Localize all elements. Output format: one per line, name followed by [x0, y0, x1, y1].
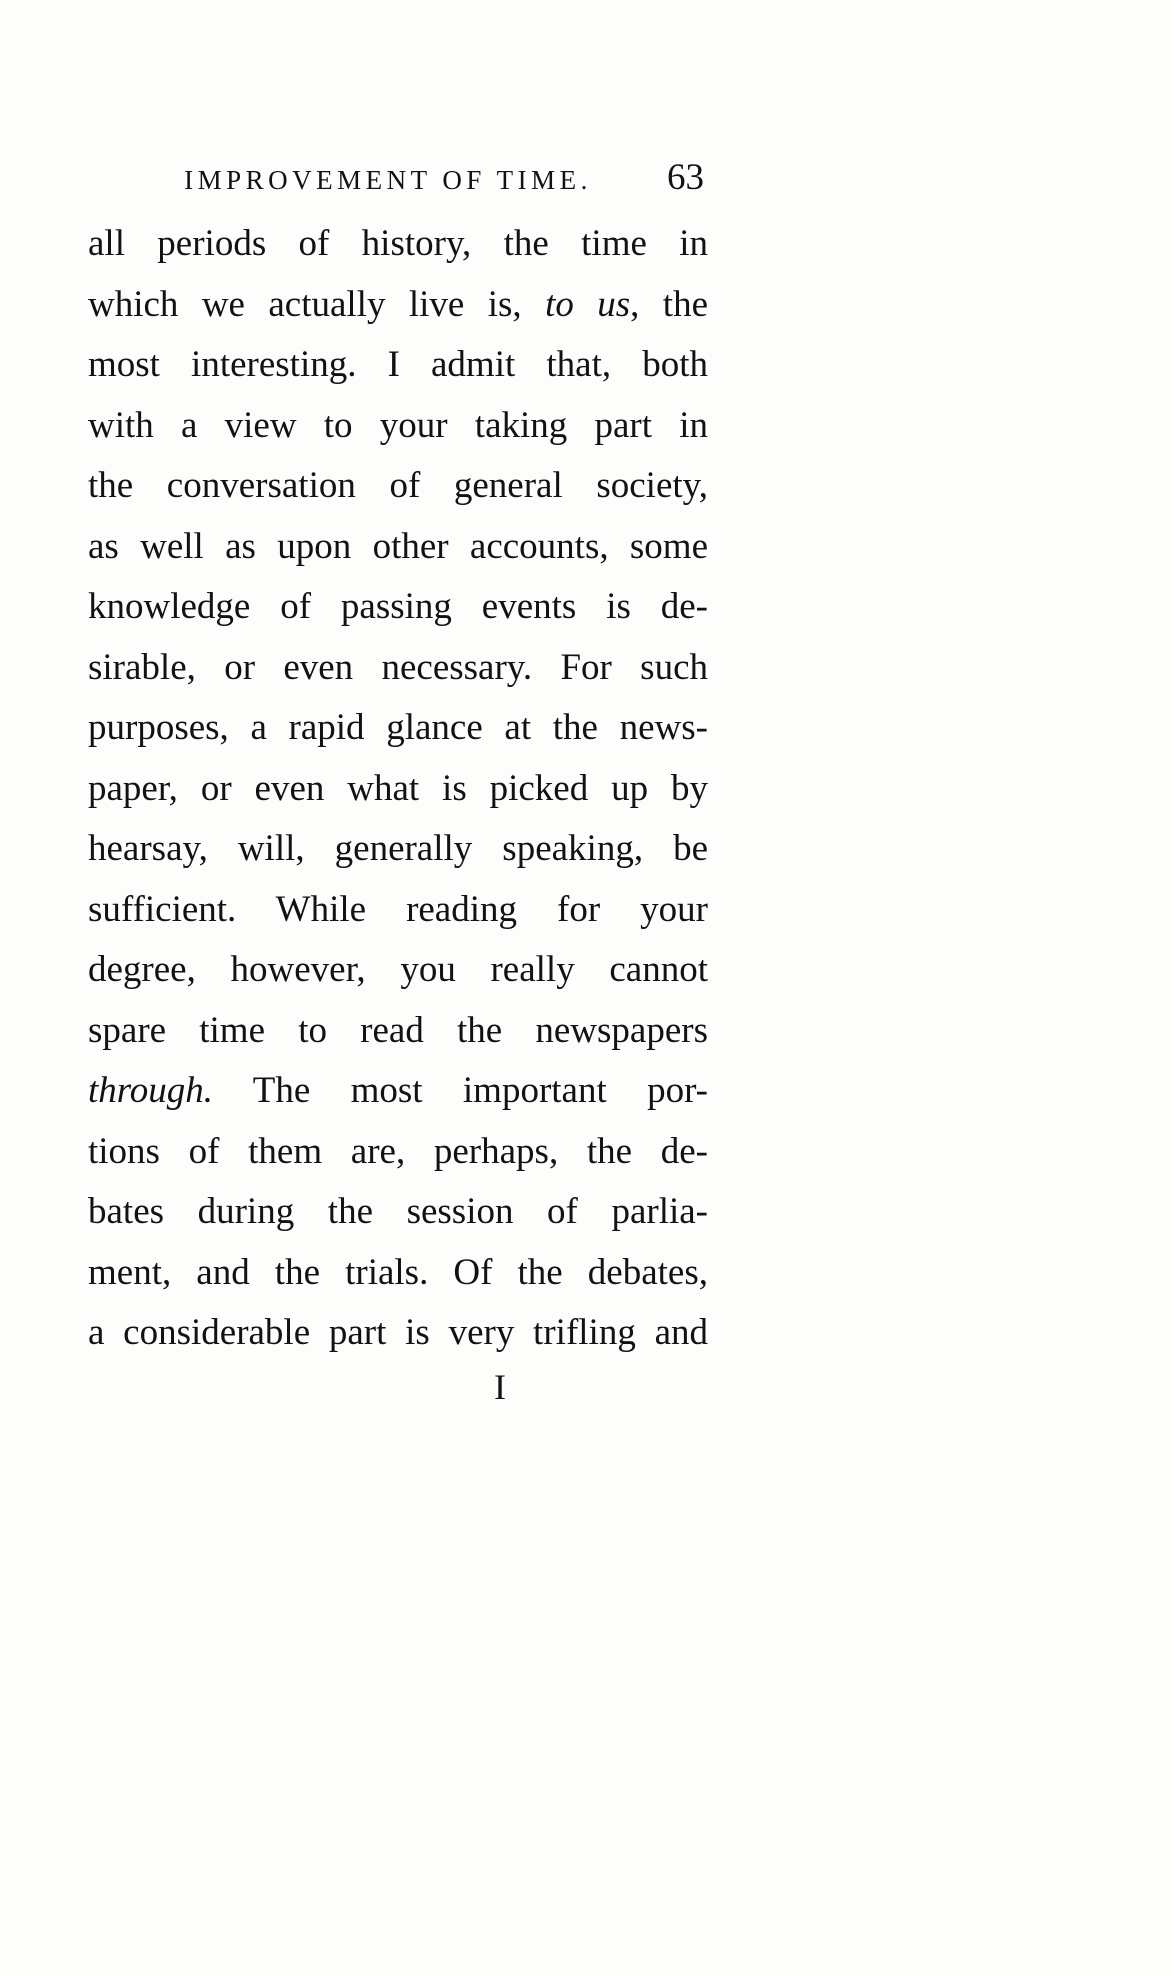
text-segment: which we actually live is, — [88, 283, 546, 325]
text-line — [88, 517, 708, 578]
text-segment: a considerable part is very trifling and — [88, 1312, 708, 1353]
italic-text-segment: to us — [545, 283, 631, 325]
text-segment: bates during the session of parlia- — [88, 1191, 708, 1232]
text-segment: purposes, a rapid glance at the news- — [88, 707, 708, 748]
text-line — [88, 1182, 708, 1243]
text-segment: sirable, or even necessary. For such — [88, 646, 708, 688]
running-title: IMPROVEMENT OF TIME. — [184, 165, 592, 195]
text-segment: with a view to your taking part in — [88, 404, 708, 446]
text-segment: all periods of history, the time in — [88, 223, 708, 264]
text-segment: hearsay, will, generally speaking, be — [88, 828, 708, 869]
page-number: 63 — [667, 157, 704, 198]
italic-text-segment: through. — [88, 1070, 214, 1111]
text-line — [88, 1122, 708, 1183]
text-segment: the conversation of general society, — [88, 465, 708, 506]
text-line — [88, 940, 708, 1001]
text-line — [88, 275, 708, 336]
text-line — [88, 638, 708, 699]
text-segment: as well as upon other accounts, some — [88, 525, 708, 567]
text-line — [88, 880, 708, 941]
text-segment: spare time to read the newspapers — [88, 1009, 708, 1051]
text-segment: ment, and the trials. Of the debates, — [88, 1251, 708, 1293]
body-text — [88, 214, 708, 1364]
text-segment: tions of them are, perhaps, the de- — [88, 1130, 708, 1172]
text-line — [88, 819, 708, 880]
text-segment: paper, or even what is picked up by — [88, 767, 708, 809]
text-segment: sufficient. While reading for your — [88, 888, 708, 930]
text-line — [88, 1243, 708, 1304]
text-line — [88, 456, 708, 517]
page-header — [88, 156, 708, 202]
text-segment: most interesting. I admit that, both — [88, 344, 708, 385]
text-line — [88, 214, 708, 275]
text-segment: degree, however, you really cannot — [88, 949, 708, 990]
text-segment: , the — [630, 283, 708, 325]
text-line — [88, 396, 708, 457]
text-line — [88, 759, 708, 820]
text-line — [88, 1001, 708, 1062]
text-line — [88, 698, 708, 759]
text-line — [88, 335, 708, 396]
text-line — [88, 1061, 708, 1122]
signature-mark: I — [494, 1367, 506, 1407]
text-segment: The most important por- — [213, 1070, 708, 1111]
text-segment: knowledge of passing events is de- — [88, 586, 708, 627]
text-line — [88, 577, 708, 638]
text-line — [88, 1303, 708, 1364]
